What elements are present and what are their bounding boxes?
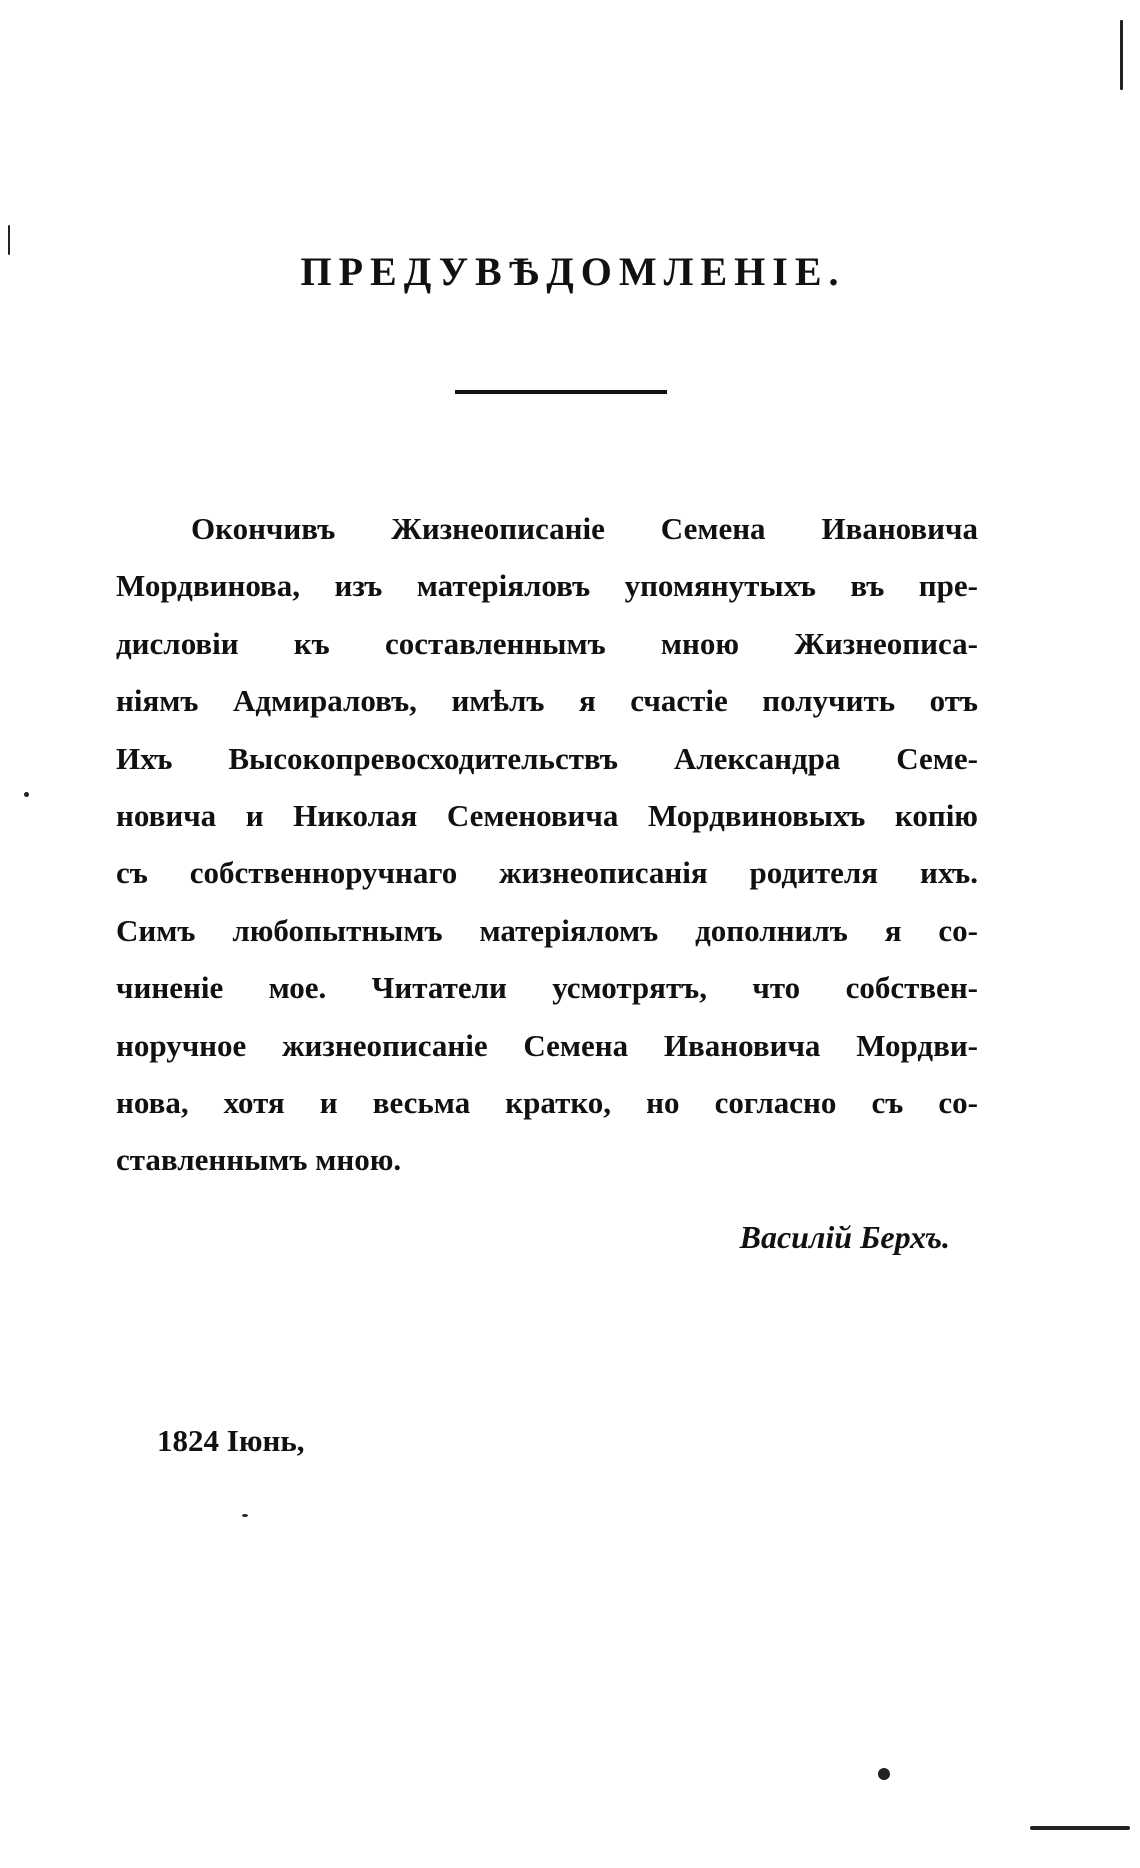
signature: Василій Берхъ. <box>739 1219 950 1255</box>
body-text <box>116 500 978 1189</box>
scan-speck <box>1120 20 1123 90</box>
body-line: Ихъ Высокопревосходительствъ Александра Семе- <box>116 740 978 776</box>
scan-speck <box>24 792 29 797</box>
title-divider <box>455 390 667 394</box>
body-line: съ собственноручнаго жизнеописанія родителя ихъ. <box>116 855 978 891</box>
body-line: Мордвинова, изъ матеріяловъ упомянутыхъ въ пре- <box>116 568 978 604</box>
scan-speck <box>878 1768 890 1780</box>
scan-speck <box>8 225 10 255</box>
body-line: ставленнымъ мною. <box>116 1142 402 1178</box>
body-line: норучное жизнеописаніе Семена Ивановича Мордви- <box>116 1027 978 1063</box>
page-title: ПРЕДУВѢДОМЛЕНІЕ. <box>300 249 846 294</box>
body-line: нова, хотя и весьма кратко, но согласно съ со- <box>116 1085 978 1121</box>
date-line: 1824 Іюнь, <box>157 1423 305 1458</box>
body-line: новича и Николая Семеновича Мордвиновыхъ копію <box>116 798 978 834</box>
body-line: чиненіе мое. Читатели усмотрятъ, что собствен- <box>116 970 978 1006</box>
scan-speck <box>242 1514 248 1517</box>
body-line: ніямъ Адмираловъ, имѣлъ я счастіе получить отъ <box>116 683 978 719</box>
scan-speck <box>1030 1826 1130 1830</box>
body-line: дисловіи къ составленнымъ мною Жизнеописа- <box>116 625 978 661</box>
body-line: Окончивъ Жизнеописаніе Семена Ивановича <box>191 511 978 546</box>
body-line: Симъ любопытнымъ матеріяломъ дополнилъ я со- <box>116 912 978 948</box>
